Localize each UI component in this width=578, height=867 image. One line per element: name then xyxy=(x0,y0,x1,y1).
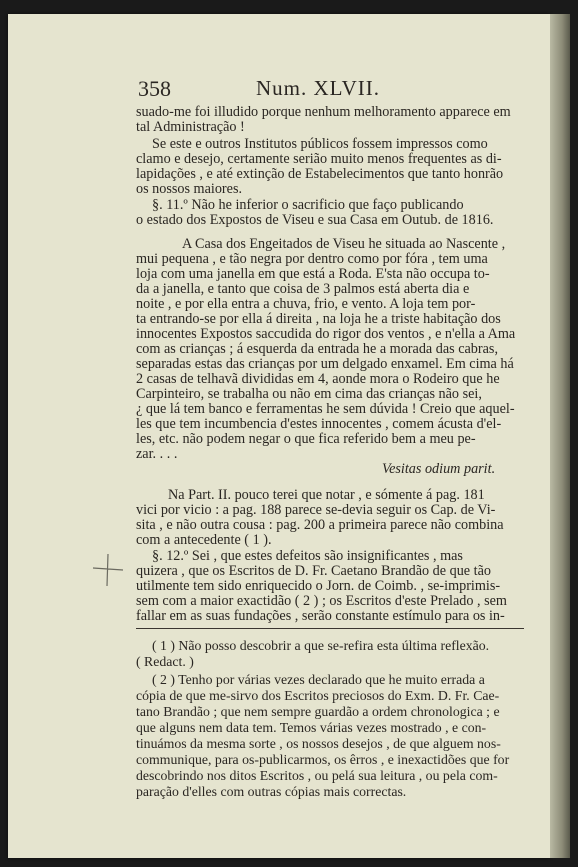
page-number: 358 xyxy=(138,76,171,101)
text-line: separadas estas das crianças por um delgado enxamel. Em cima há xyxy=(136,356,514,372)
footnote-line: paração d'elles com outras cópias mais correctas. xyxy=(136,784,407,799)
text-line: tal Administração ! xyxy=(136,119,245,135)
text-line: 2 casas de telhavã divididas em 4, aonde mora o Rodeiro que he xyxy=(136,371,500,387)
text-line: da a janella, e tanto que coisa de 3 palmos está aberta dia e xyxy=(136,281,470,297)
text-line: com a antecedente ( 1 ). xyxy=(136,532,272,548)
footnote-line: tano Brandão ; que nem sempre guardão a ordem chronologica ; e xyxy=(136,704,500,719)
text-line: Se este e outros Institutos públicos fossem impressos como xyxy=(152,136,488,152)
text-line: innocentes Expostos saccudida do rigor dos ventos , e n'ella a Ama xyxy=(136,326,516,342)
text-line: clamo e desejo, certamente serião muito menos frequentes as di- xyxy=(136,151,502,167)
text-line: fallar em as suas fundações , serão constante estímulo para os in- xyxy=(136,608,505,624)
text-line: Carpinteiro, se trabalha ou não em cima das crianças não sei, xyxy=(136,386,482,402)
text-line: quizera , que os Escritos de D. Fr. Caetano Brandão de que tão xyxy=(136,563,491,579)
text-line: zar. . . . xyxy=(136,446,178,462)
text-line: com as crianças ; á esquerda da entrada he a morada das cabras, xyxy=(136,341,498,357)
text-line: A Casa dos Engeitados de Viseu he situada ao Nascente , xyxy=(182,236,506,252)
footnote-line: communique, para os-publicarmos, os êrros , e inexactidões que for xyxy=(136,752,510,767)
text-line: sita , e não outra cousa : pag. 200 a primeira parece não combina xyxy=(136,517,504,533)
text-line: Na Part. II. pouco terei que notar , e sómente á pag. 181 xyxy=(168,487,485,503)
footnote-line: descobrindo nos ditos Escritos , ou pelá sua leitura , ou pela com- xyxy=(136,768,498,783)
page-edge xyxy=(550,14,570,858)
text-line: mui pequena , e tão negra por dentro como por fóra , tem uma xyxy=(136,251,488,267)
text-line: noite , e por ella entra a chuva, frio, e vento. A loja tem por- xyxy=(136,296,476,312)
text-line: §. 12.º Sei , que estes defeitos são insignificantes , mas xyxy=(152,548,463,564)
footnote-rule xyxy=(136,628,524,629)
running-title: Num. XLVII. xyxy=(256,76,380,100)
text-line: vici por vicio : a pag. 188 parece se-devia seguir os Cap. de Vi- xyxy=(136,502,496,518)
footnote-line: que alguns nem data tem. Temos várias vezes mostrado , e con- xyxy=(136,720,487,735)
text-line: sem com a maior exactidão ( 2 ) ; os Escritos d'este Prelado , sem xyxy=(136,593,507,609)
page-header xyxy=(138,76,528,102)
text-line: loja com uma janella em que está a Roda. E'sta não occupa to- xyxy=(136,266,490,282)
pencil-mark-icon xyxy=(88,550,128,590)
footnote-line: ( Redact. ) xyxy=(136,654,194,669)
text-line: lapidações , e até extinção de Estabelecimentos que tanto honrão xyxy=(136,166,504,182)
text-line: §. 11.º Não he inferior o sacrificio que faço publicando xyxy=(152,197,464,213)
footnote-line: tinuámos da mesma sorte , os nossos desejos , de que alguem nos- xyxy=(136,736,501,751)
text-line: suado-me foi illudido porque nenhum melhoramento apparece em xyxy=(136,104,511,120)
text-line: o estado dos Expostos de Viseu e sua Casa em Outub. de 1816. xyxy=(136,212,494,228)
text-line: ¿ que lá tem banco e ferramentas he sem dúvida ! Creio que aquel- xyxy=(136,401,515,417)
text-line: os nossos maiores. xyxy=(136,181,243,197)
text-line: ta entrando-se por ella á direita , na loja he a triste habitação dos xyxy=(136,311,501,327)
text-line: utilmente tem sido enriquecido o Jorn. de Coimb. , se-imprimis- xyxy=(136,578,501,594)
text-line: les que tem incumbencia d'estes innocentes , comem ácusta d'el- xyxy=(136,416,502,432)
text-line: Vesitas odium parit. xyxy=(382,461,496,477)
footnote-line: ( 1 ) Não posso descobrir a que se-refira esta última reflexão. xyxy=(152,638,490,653)
footnote-line: cópia de que me-sirvo dos Escritos preciosos do Exm. D. Fr. Cae- xyxy=(136,688,500,703)
footnote-line: ( 2 ) Tenho por várias vezes declarado que he muito errada a xyxy=(152,672,485,687)
text-line: les, etc. não podem negar o que fica referido bem a meu pe- xyxy=(136,431,476,447)
